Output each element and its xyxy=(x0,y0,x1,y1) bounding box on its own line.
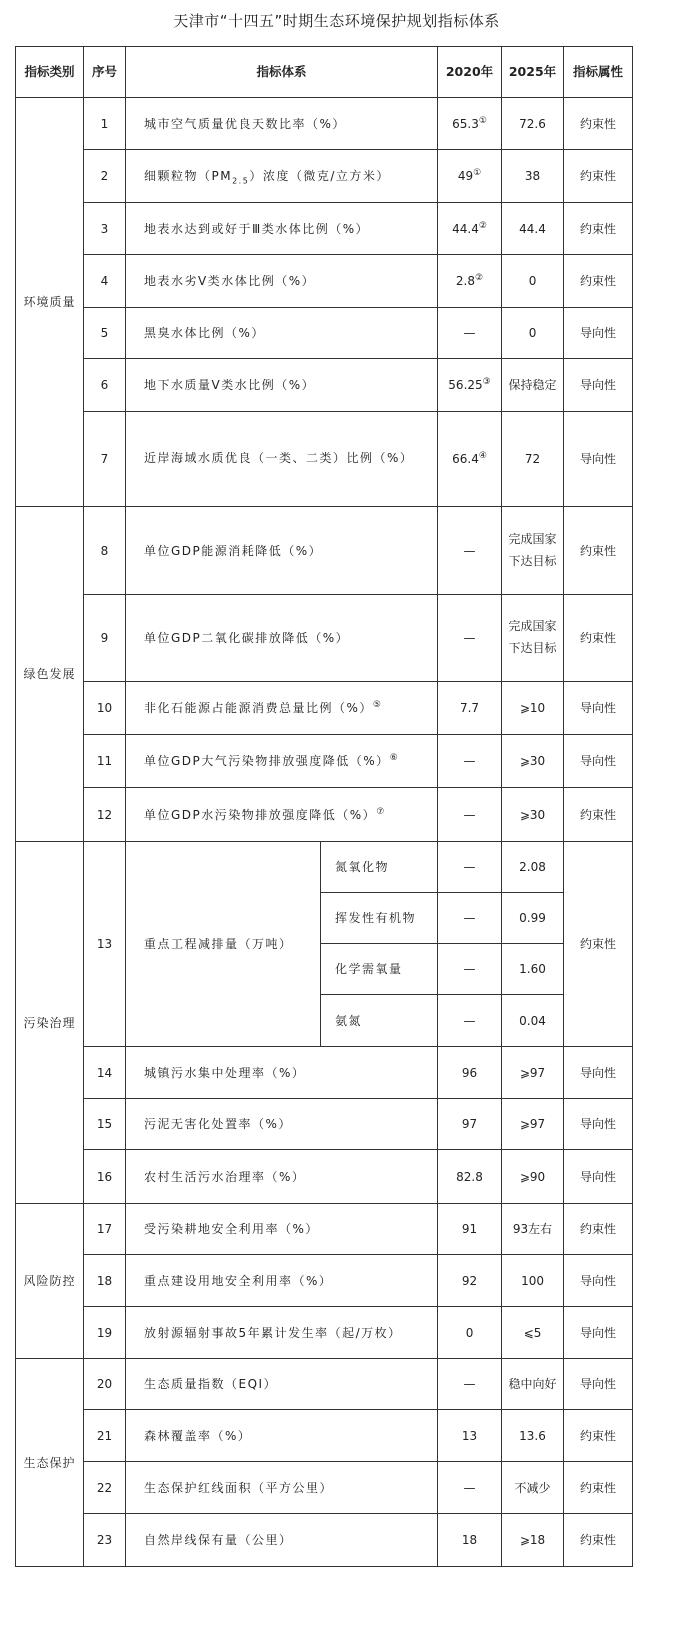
row-attr: 导向性 xyxy=(564,1099,633,1150)
row-no: 22 xyxy=(84,1462,126,1514)
row-attr: 导向性 xyxy=(564,1255,633,1307)
row-2020: — xyxy=(438,1462,502,1514)
row-name: 城镇污水集中处理率（%） xyxy=(126,1047,438,1099)
footnote-mark: ⑦ xyxy=(376,806,386,817)
row-attr: 约束性 xyxy=(564,1410,633,1462)
category-pollution: 污染治理 xyxy=(16,842,84,1204)
table-row xyxy=(16,255,633,308)
footnote-mark: ④ xyxy=(478,451,487,461)
row-2020: 56.25③ xyxy=(438,359,502,412)
sub-item-name: 挥发性有机物 xyxy=(321,893,438,944)
row-2025: 38 xyxy=(502,150,564,203)
table-row xyxy=(16,507,633,595)
row-name: 城市空气质量优良天数比率（%） xyxy=(126,98,438,150)
footnote-mark: ③ xyxy=(482,377,491,387)
row-name: 生态保护红线面积（平方公里） xyxy=(126,1462,438,1514)
row-no: 14 xyxy=(84,1047,126,1099)
row-2020: 7.7 xyxy=(438,682,502,735)
row-2020: — xyxy=(438,995,502,1047)
row-name: 细颗粒物$(PM_{2.5})$浓度（微克/立方米） xyxy=(126,150,438,203)
row-2020: 96 xyxy=(438,1047,502,1099)
row-2020: — xyxy=(438,308,502,359)
table-row xyxy=(16,1462,633,1514)
row-2025: 0.04 xyxy=(502,995,564,1047)
row-2020: — xyxy=(438,507,502,595)
table-row xyxy=(16,1359,633,1410)
table-row xyxy=(16,735,633,788)
row-no: 16 xyxy=(84,1150,126,1204)
row-no: 4 xyxy=(84,255,126,308)
header-row xyxy=(16,47,633,98)
row-2020: 2.8② xyxy=(438,255,502,308)
row-2020: 13 xyxy=(438,1410,502,1462)
row-no: 9 xyxy=(84,595,126,682)
table-row xyxy=(16,1307,633,1359)
sub-item-name: 氨氮 xyxy=(321,995,438,1047)
footnote-mark: ② xyxy=(475,273,484,283)
row-no: 21 xyxy=(84,1410,126,1462)
header-2025: 2025年 xyxy=(502,47,564,98)
row-2020: 97 xyxy=(438,1099,502,1150)
row-attr: 导向性 xyxy=(564,412,633,507)
table-row xyxy=(16,359,633,412)
row-attr: 约束性 xyxy=(564,1462,633,1514)
row-name: 地下水质量V类水比例（%） xyxy=(126,359,438,412)
row-2025: ⩾30 xyxy=(502,788,564,842)
row-2020: — xyxy=(438,893,502,944)
footnote-mark: ② xyxy=(478,220,487,231)
row-2025: 0 xyxy=(502,255,564,308)
table-row xyxy=(16,1047,633,1099)
row-attr: 约束性 xyxy=(564,1204,633,1255)
row-2025: ⩾97 xyxy=(502,1047,564,1099)
row-2020: — xyxy=(438,735,502,788)
row-2025: 72.6 xyxy=(502,98,564,150)
category-risk: 风险防控 xyxy=(16,1204,84,1359)
row-attr: 约束性 xyxy=(564,842,633,1047)
row-attr: 约束性 xyxy=(564,203,633,255)
row-no: 10 xyxy=(84,682,126,735)
row-2020: 66.4④ xyxy=(438,412,502,507)
row-no: 1 xyxy=(84,98,126,150)
row-2025: ⩾10 xyxy=(502,682,564,735)
header-indicator: 指标体系 xyxy=(126,47,438,98)
row-name: 单位GDP水污染物排放强度降低（%）⑦ xyxy=(126,788,438,842)
header-category: 指标类别 xyxy=(16,47,84,98)
header-2020: 2020年 xyxy=(438,47,502,98)
row-2020: 44.4② xyxy=(438,203,502,255)
sub-item-name: 化学需氧量 xyxy=(321,944,438,995)
row-2025: 72 xyxy=(502,412,564,507)
row-no: 2 xyxy=(84,150,126,203)
row-name: 重点工程减排量（万吨） xyxy=(126,842,321,1047)
row-no: 18 xyxy=(84,1255,126,1307)
row-name: 重点建设用地安全利用率（%） xyxy=(126,1255,438,1307)
row-no: 11 xyxy=(84,735,126,788)
header-attr: 指标属性 xyxy=(564,47,633,98)
row-2025: ⩽5 xyxy=(502,1307,564,1359)
row-name: 地表水达到或好于Ⅲ类水体比例（%） xyxy=(126,203,438,255)
row-2025: 44.4 xyxy=(502,203,564,255)
table-row xyxy=(16,1204,633,1255)
row-2020: — xyxy=(438,944,502,995)
row-2025: ⩾30 xyxy=(502,735,564,788)
row-attr: 约束性 xyxy=(564,788,633,842)
row-attr: 导向性 xyxy=(564,359,633,412)
row-attr: 约束性 xyxy=(564,150,633,203)
row-name: 森林覆盖率（%） xyxy=(126,1410,438,1462)
table-row xyxy=(16,788,633,842)
table-row xyxy=(16,150,633,203)
row-no: 17 xyxy=(84,1204,126,1255)
row-no: 5 xyxy=(84,308,126,359)
table-row xyxy=(16,842,633,893)
table-row xyxy=(16,682,633,735)
row-attr: 导向性 xyxy=(564,1307,633,1359)
row-2020: 82.8 xyxy=(438,1150,502,1204)
row-2025: 2.08 xyxy=(502,842,564,893)
row-name: 地表水劣V类水体比例（%） xyxy=(126,255,438,308)
row-2020: — xyxy=(438,595,502,682)
row-2025: 93左右 xyxy=(502,1204,564,1255)
row-attr: 导向性 xyxy=(564,1150,633,1204)
row-2020: 92 xyxy=(438,1255,502,1307)
row-2025: ⩾90 xyxy=(502,1150,564,1204)
row-no: 15 xyxy=(84,1099,126,1150)
table-row xyxy=(16,412,633,507)
row-no: 8 xyxy=(84,507,126,595)
category-green: 绿色发展 xyxy=(16,507,84,842)
row-attr: 约束性 xyxy=(564,1514,633,1567)
row-2025: 0 xyxy=(502,308,564,359)
table-row xyxy=(16,203,633,255)
footnote-mark: ① xyxy=(473,168,482,178)
row-name: 非化石能源占能源消费总量比例（%）⑤ xyxy=(126,682,438,735)
table-row xyxy=(16,1255,633,1307)
row-no: 12 xyxy=(84,788,126,842)
row-2025: 1.60 xyxy=(502,944,564,995)
row-no: 13 xyxy=(84,842,126,1047)
row-2020: 0 xyxy=(438,1307,502,1359)
category-eco: 生态保护 xyxy=(16,1359,84,1567)
row-name: 黑臭水体比例（%） xyxy=(126,308,438,359)
row-attr: 约束性 xyxy=(564,255,633,308)
row-2020: — xyxy=(438,1359,502,1410)
row-attr: 约束性 xyxy=(564,507,633,595)
row-2020: — xyxy=(438,842,502,893)
row-name: 污泥无害化处置率（%） xyxy=(126,1099,438,1150)
table-row xyxy=(16,98,633,150)
row-attr: 约束性 xyxy=(564,98,633,150)
row-no: 20 xyxy=(84,1359,126,1410)
row-attr: 导向性 xyxy=(564,1359,633,1410)
row-attr: 导向性 xyxy=(564,682,633,735)
table-row xyxy=(16,1150,633,1204)
header-no: 序号 xyxy=(84,47,126,98)
row-no: 19 xyxy=(84,1307,126,1359)
row-name: 生态质量指数（EQI） xyxy=(126,1359,438,1410)
row-name: 单位GDP大气污染物排放强度降低（%）⑥ xyxy=(126,735,438,788)
footnote-mark: ⑥ xyxy=(389,753,400,763)
table-row xyxy=(16,1410,633,1462)
row-name: 受污染耕地安全利用率（%） xyxy=(126,1204,438,1255)
row-2020: 65.3① xyxy=(438,98,502,150)
row-attr: 导向性 xyxy=(564,308,633,359)
row-name: 单位GDP能源消耗降低（%） xyxy=(126,507,438,595)
row-2025: 0.99 xyxy=(502,893,564,944)
row-2020: — xyxy=(438,788,502,842)
row-2025: ⩾97 xyxy=(502,1099,564,1150)
sub-item-name: 氮氧化物 xyxy=(321,842,438,893)
row-no: 7 xyxy=(84,412,126,507)
row-name: 放射源辐射事故5年累计发生率（起/万枚） xyxy=(126,1307,438,1359)
indicator-table xyxy=(15,46,633,1567)
row-2025: 完成国家下达目标 xyxy=(502,595,564,682)
row-2025: 100 xyxy=(502,1255,564,1307)
footnote-mark: ⑤ xyxy=(372,700,383,710)
row-attr: 约束性 xyxy=(564,595,633,682)
row-name: 近岸海域水质优良（一类、二类）比例（%） xyxy=(126,412,438,507)
row-2025: 13.6 xyxy=(502,1410,564,1462)
page-title: 天津市“十四五”时期生态环境保护规划指标体系 xyxy=(173,12,500,30)
row-attr: 导向性 xyxy=(564,1047,633,1099)
table-row xyxy=(16,595,633,682)
row-no: 3 xyxy=(84,203,126,255)
table-row xyxy=(16,1514,633,1567)
row-no: 23 xyxy=(84,1514,126,1567)
table-row xyxy=(16,308,633,359)
row-2025: ⩾18 xyxy=(502,1514,564,1567)
row-2025: 保持稳定 xyxy=(502,359,564,412)
row-2020: 91 xyxy=(438,1204,502,1255)
row-2020: 49① xyxy=(438,150,502,203)
row-attr: 导向性 xyxy=(564,735,633,788)
row-name: 单位GDP二氧化碳排放降低（%） xyxy=(126,595,438,682)
row-2025: 完成国家下达目标 xyxy=(502,507,564,595)
row-2025: 不减少 xyxy=(502,1462,564,1514)
category-env: 环境质量 xyxy=(16,98,84,507)
footnote-mark: ① xyxy=(478,115,487,126)
row-no: 6 xyxy=(84,359,126,412)
row-2025: 稳中向好 xyxy=(502,1359,564,1410)
row-name: 自然岸线保有量（公里） xyxy=(126,1514,438,1567)
row-2020: 18 xyxy=(438,1514,502,1567)
table-row xyxy=(16,1099,633,1150)
row-name: 农村生活污水治理率（%） xyxy=(126,1150,438,1204)
